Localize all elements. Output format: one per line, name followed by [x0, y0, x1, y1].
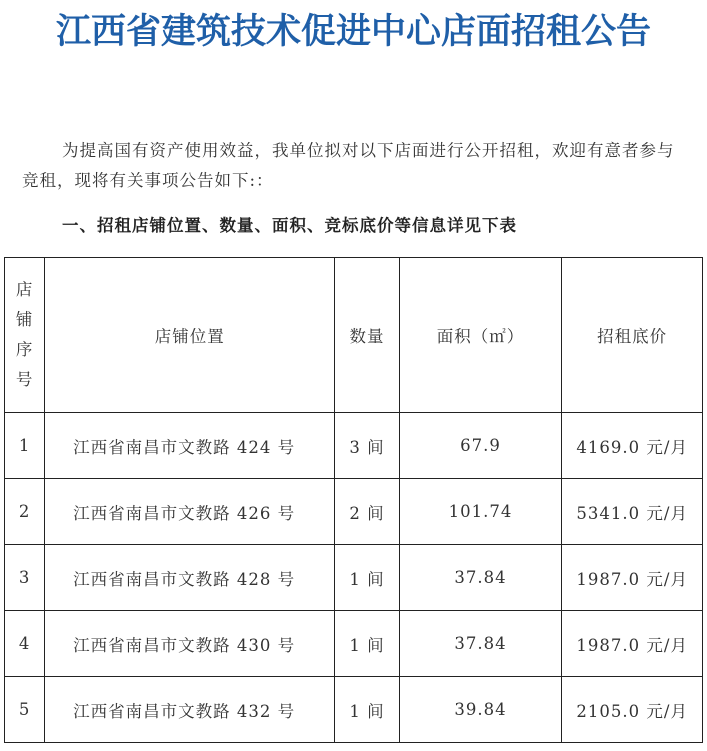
table-row — [5, 479, 703, 545]
cell-location: 江西省南昌市文教路 430 号 — [45, 611, 335, 677]
cell-no: 2 — [5, 479, 45, 545]
table-row — [5, 677, 703, 743]
cell-area: 37.84 — [399, 545, 562, 611]
cell-location: 江西省南昌市文教路 424 号 — [45, 413, 335, 479]
cell-quantity: 1 间 — [335, 545, 399, 611]
cell-area: 37.84 — [399, 611, 562, 677]
header-no-label: 店铺序号 — [15, 280, 34, 389]
cell-no: 4 — [5, 611, 45, 677]
rental-table — [4, 257, 703, 743]
cell-location: 江西省南昌市文教路 426 号 — [45, 479, 335, 545]
page-title: 江西省建筑技术促进中心店面招租公告 — [55, 12, 651, 52]
header-area: 面积（㎡） — [399, 258, 562, 413]
cell-area: 101.74 — [399, 479, 562, 545]
cell-price: 5341.0 元/月 — [562, 479, 703, 545]
cell-no: 1 — [5, 413, 45, 479]
intro-paragraph: 为提高国有资产使用效益，我单位拟对以下店面进行公开招租，欢迎有意者参与竞租，现将有关事项公告如下:： — [22, 141, 675, 190]
table-row — [5, 545, 703, 611]
cell-no: 3 — [5, 545, 45, 611]
table-row — [5, 413, 703, 479]
cell-location: 江西省南昌市文教路 432 号 — [45, 677, 335, 743]
section-heading: 一、招租店铺位置、数量、面积、竞标底价等信息详见下表 — [62, 216, 517, 235]
cell-no: 5 — [5, 677, 45, 743]
cell-price: 2105.0 元/月 — [562, 677, 703, 743]
cell-price: 1987.0 元/月 — [562, 611, 703, 677]
header-quantity: 数量 — [335, 258, 399, 413]
cell-price: 4169.0 元/月 — [562, 413, 703, 479]
cell-quantity: 2 间 — [335, 479, 399, 545]
cell-price: 1987.0 元/月 — [562, 545, 703, 611]
cell-location: 江西省南昌市文教路 428 号 — [45, 545, 335, 611]
table-row — [5, 611, 703, 677]
cell-quantity: 3 间 — [335, 413, 399, 479]
cell-area: 39.84 — [399, 677, 562, 743]
cell-area: 67.9 — [399, 413, 562, 479]
header-location: 店铺位置 — [45, 258, 335, 413]
header-price: 招租底价 — [562, 258, 703, 413]
cell-quantity: 1 间 — [335, 677, 399, 743]
table-header-row — [5, 258, 703, 413]
header-no — [5, 258, 45, 413]
cell-quantity: 1 间 — [335, 611, 399, 677]
